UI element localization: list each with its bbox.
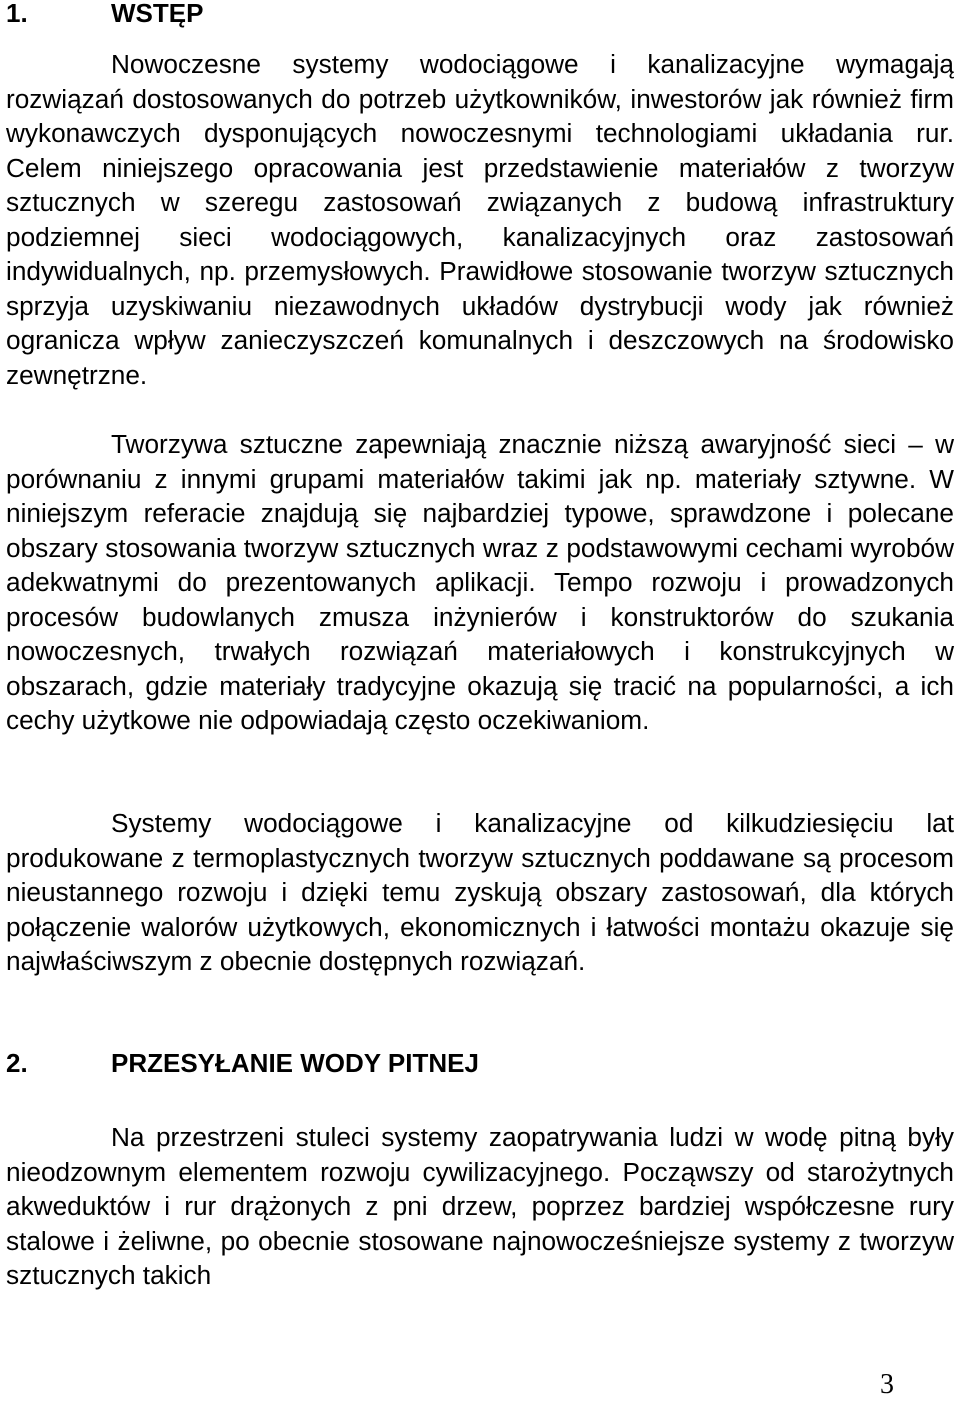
paragraph: Na przestrzeni stuleci systemy zaopatrywania ludzi w wodę pitną były nieodzownym elementem rozwoju cywilizacyjnego. Począwszy od starożytnych akweduktów i rur drążonych z pni drzew, poprzez bardziej współczesne rury stalowe i żeliwne, po obecnie stosowane najnowocześniejsze systemy z tworzyw sztucznych takich — [6, 1122, 954, 1291]
section-title: WSTĘP — [111, 0, 204, 28]
paragraph: Systemy wodociągowe i kanalizacyjne od kilkudziesięciu lat produkowane z termoplastycznych tworzyw sztucznych poddawane są procesom nieustannego rozwoju i dzięki temu zyskują obszary zastosowań, dla których połączenie walorów użytkowych, ekonomicznych i łatwości montażu okazuje się najwłaściwszym z obecnie dostępnych rozwiązań. — [6, 808, 954, 977]
page-number: 3 — [880, 1369, 894, 1400]
paragraph: Tworzywa sztuczne zapewniają znacznie niższą awaryjność sieci – w porównaniu z innymi grupami materiałów takimi jak np. materiały sztywne. W niniejszym referacie znajdują się najbardziej typowe, sprawdzone i polecane obszary stosowania tworzyw sztucznych wraz z podstawowymi cechami wyrobów adekwatnymi do prezentowanych aplikacji. Tempo rozwoju i prowadzonych procesów budowlanych zmusza inżynierów i konstruktorów do szukania nowoczesnych, trwałych rozwiązań materiałowych i konstrukcyjnych w obszarach, gdzie materiały tradycyjne okazują się tracić na popularności, a ich cechy użytkowe nie odpowiadają często oczekiwaniom. — [6, 429, 954, 736]
section-title: PRZESYŁANIE WODY PITNEJ — [111, 1048, 479, 1078]
section-number: 1. — [6, 0, 28, 28]
section-number: 2. — [6, 1048, 28, 1078]
section-heading-introduction — [6, 0, 203, 28]
section-heading-drinking-water — [6, 1048, 479, 1078]
paragraph: Nowoczesne systemy wodociągowe i kanalizacyjne wymagają rozwiązań dostosowanych do potrzeb użytkowników, inwestorów jak również firm wykonawczych dysponujących nowoczesnymi technologiami układania rur. Celem niniejszego opracowania jest przedstawienie materiałów z tworzyw sztucznych w szeregu zastosowań związanych z budową infrastruktury podziemnej sieci wodociągowych, kanalizacyjnych oraz zastosowań indywidualnych, np. przemysłowych. Prawidłowe stosowanie tworzyw sztucznych sprzyja uzyskiwaniu niezawodnych układów dystrybucji wody jak również ogranicza wpływ zanieczyszczeń komunalnych i deszczowych na środowisko zewnętrzne. — [6, 49, 954, 390]
